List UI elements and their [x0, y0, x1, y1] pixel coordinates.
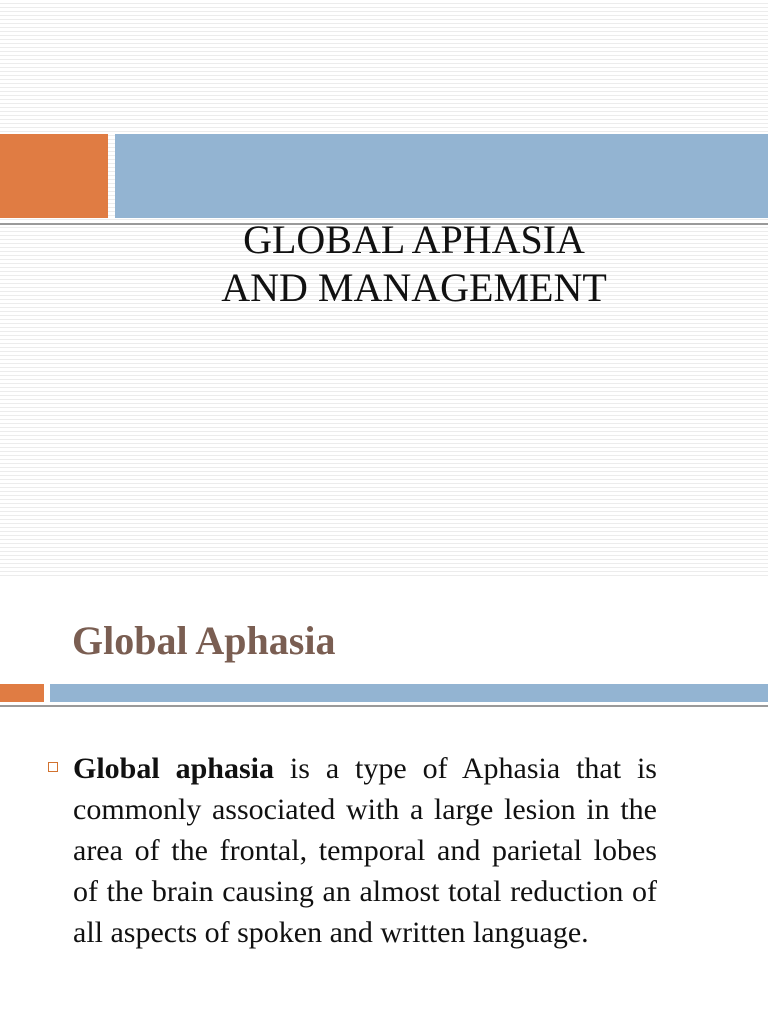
- bullet-paragraph: [73, 748, 657, 953]
- content-slide: [0, 576, 768, 1024]
- divider-line: [0, 705, 768, 707]
- section-heading: Global Aphasia: [72, 618, 336, 663]
- orange-accent-bar: [0, 684, 44, 702]
- orange-accent-bar: [0, 134, 108, 218]
- blue-accent-bar: [115, 134, 768, 218]
- square-bullet-icon: [48, 762, 58, 772]
- slide-title-line-1: GLOBAL APHASIA: [243, 217, 585, 262]
- blue-accent-bar: [50, 684, 768, 702]
- bullet-body-text: is a type of Aphasia that is commonly associated with a large lesion in the area of the frontal, temporal and parietal lobes of the brain causing an almost total reduction of all aspects of spoken and written language.: [73, 752, 657, 949]
- slide-title: [0, 216, 768, 312]
- slide-title-line-2: AND MANAGEMENT: [221, 265, 607, 310]
- bullet-bold-term: Global aphasia: [73, 752, 274, 785]
